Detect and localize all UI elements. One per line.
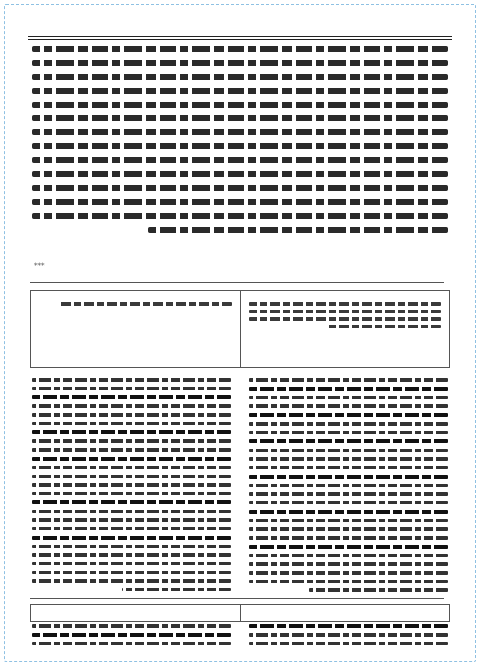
text-line xyxy=(249,422,448,426)
text-line xyxy=(32,378,231,382)
section-divider xyxy=(30,282,444,283)
intro-box-right-col xyxy=(241,291,450,367)
commentary-columns xyxy=(32,378,448,588)
text-line xyxy=(249,571,448,575)
text-line xyxy=(249,404,448,408)
section-divider xyxy=(30,598,444,599)
section-title-intro xyxy=(30,276,450,288)
text-line xyxy=(326,325,442,329)
text-line xyxy=(32,143,448,149)
text-line xyxy=(32,157,448,163)
text-line xyxy=(249,439,448,443)
text-line xyxy=(249,413,448,417)
text-line xyxy=(249,580,448,584)
text-line xyxy=(32,129,448,135)
text-line xyxy=(32,457,231,461)
intro-box xyxy=(30,290,450,368)
second-section-text xyxy=(32,624,448,652)
text-line xyxy=(32,633,231,637)
text-line xyxy=(32,624,231,628)
text-line xyxy=(249,633,448,637)
text-line xyxy=(148,227,448,233)
text-line xyxy=(249,510,448,514)
text-line xyxy=(32,404,231,408)
text-line xyxy=(249,536,448,540)
text-line xyxy=(32,102,448,108)
second-box xyxy=(30,604,450,622)
text-line xyxy=(249,527,448,531)
text-line xyxy=(249,378,448,382)
second-box-right-col xyxy=(241,605,450,621)
text-line xyxy=(249,545,448,549)
text-line xyxy=(249,457,448,461)
text-line xyxy=(249,302,442,306)
text-line xyxy=(32,448,231,452)
text-line xyxy=(32,422,231,426)
text-line xyxy=(58,302,231,306)
text-line xyxy=(249,554,448,558)
text-line xyxy=(32,46,448,52)
text-line xyxy=(32,171,448,177)
text-line xyxy=(32,475,231,479)
text-line xyxy=(32,430,231,434)
text-line xyxy=(249,562,448,566)
text-line xyxy=(32,492,231,496)
text-line xyxy=(32,536,231,540)
text-line xyxy=(32,553,231,557)
text-line xyxy=(249,466,448,470)
text-line xyxy=(32,518,231,522)
text-line xyxy=(32,185,448,191)
separator-stars: *** xyxy=(34,262,45,270)
text-line xyxy=(249,475,448,479)
text-line xyxy=(32,88,448,94)
text-line xyxy=(32,510,231,514)
text-line xyxy=(32,545,231,549)
text-line xyxy=(32,642,231,646)
text-line xyxy=(249,624,448,628)
main-text-block xyxy=(32,46,448,244)
text-line xyxy=(32,579,231,583)
text-line xyxy=(249,492,448,496)
intro-box-left-col xyxy=(31,291,241,367)
text-line xyxy=(32,60,448,66)
text-line xyxy=(32,483,231,487)
text-line xyxy=(32,562,231,566)
section-title-second xyxy=(30,592,450,604)
text-line xyxy=(249,396,448,400)
commentary-right-column xyxy=(249,378,448,588)
text-line xyxy=(32,439,231,443)
text-line xyxy=(249,484,448,488)
text-line xyxy=(32,571,231,575)
text-line xyxy=(32,413,231,417)
text-line xyxy=(249,642,448,646)
text-line xyxy=(32,199,448,205)
text-line xyxy=(249,501,448,505)
text-line xyxy=(32,74,448,80)
text-line xyxy=(32,466,231,470)
text-line xyxy=(32,115,448,121)
header-rule-double xyxy=(28,39,452,40)
text-line xyxy=(32,395,231,399)
header-rule xyxy=(28,36,452,37)
text-line xyxy=(249,449,448,453)
text-line xyxy=(32,213,448,219)
text-line xyxy=(249,519,448,523)
running-header xyxy=(30,18,450,34)
second-left-column xyxy=(32,624,231,652)
text-line xyxy=(32,527,231,531)
text-line xyxy=(32,500,231,504)
text-line xyxy=(249,317,442,321)
text-line xyxy=(249,387,448,391)
second-right-column xyxy=(249,624,448,652)
second-box-left-col xyxy=(31,605,241,621)
text-line xyxy=(32,387,231,391)
commentary-left-column xyxy=(32,378,231,588)
text-line xyxy=(122,588,231,592)
text-line xyxy=(249,431,448,435)
text-line xyxy=(249,310,442,314)
